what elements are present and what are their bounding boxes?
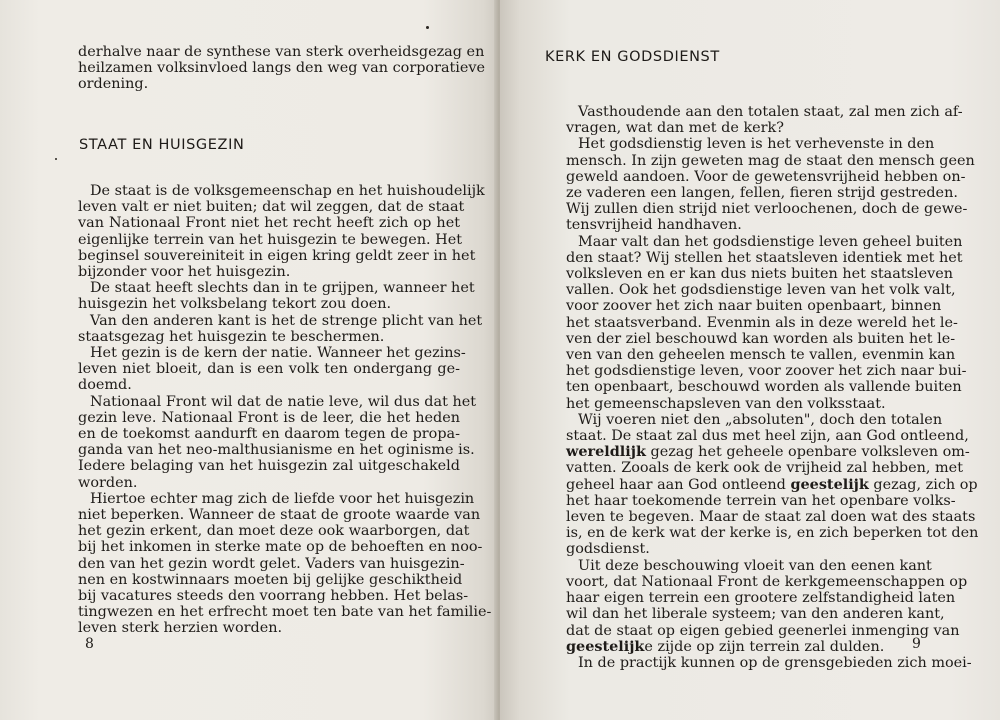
text-line: bij het inkomen in sterke mate op de behoeften en noo- [78, 539, 483, 556]
text-line: vatten. Zooals de kerk ook de vrijheid zal hebben, met [566, 460, 963, 477]
text-line: Van den anderen kant is het de strenge plicht van het [90, 312, 483, 329]
text-line: heilzamen volksinvloed langs den weg van corporatieve [78, 60, 486, 77]
text-line: nen en kostwinnaars moeten bij gelijke geschiktheid [78, 571, 463, 588]
text-line: De staat is de volksgemeenschap en het huishoudelijk [90, 183, 485, 199]
text-line: haar eigen terrein een grootere zelfstandigheid laten [566, 590, 956, 607]
text-line: geheel haar aan God ontleend geestelijk gezag, zich op [566, 475, 978, 493]
text-line: In de practijk kunnen op de grensgebieden zich moei- [578, 654, 972, 671]
text-line: leven niet bloeit, dan is een volk ten ondergang ge- [78, 361, 460, 378]
text-line: vallen. Ook het godsdienstige leven van het volk valt, [566, 282, 956, 299]
text-line: niet beperken. Wanneer de staat de groote waarde van [78, 507, 481, 524]
text-line: ven van den geheelen mensch te vallen, evenmin kan [566, 347, 956, 364]
text-line: bij vacatures steeds den voorrang hebben. Het belas- [78, 588, 469, 605]
text-line: het haar toekomende terrein van het openbare volks- [566, 492, 956, 509]
left-page-number: 8 [85, 636, 94, 652]
left-page [0, 0, 498, 720]
left-continuation-text [78, 44, 486, 93]
left-page-heading: STAAT EN HUISGEZIN [79, 137, 245, 153]
text-line: derhalve naar de synthese van sterk overheidsgezag en [78, 44, 485, 60]
right-body-text [566, 104, 979, 671]
text-line: Hiertoe echter mag zich de liefde voor het huisgezin [90, 490, 475, 507]
text-line: leven sterk herzien worden. [78, 620, 283, 637]
text-line: staatsgezag het huisgezin te beschermen. [78, 328, 385, 345]
text-line: staat. De staat zal dus met heel zijn, aan God ontleend, [566, 428, 969, 445]
text-line: den van het gezin wordt gelet. Vaders van huisgezin- [78, 555, 465, 572]
text-line: leven valt er niet buiten; dat wil zeggen, dat de staat [78, 199, 465, 216]
text-line: beginsel souvereiniteit in eigen kring geldt zeer in het [78, 247, 476, 264]
text-line: Wij voeren niet den „absoluten", doch den totalen [578, 411, 943, 428]
text-line: het gemeenschapsleven van den volksstaat. [566, 395, 886, 412]
text-line: Nationaal Front wil dat de natie leve, wil dus dat het [90, 393, 477, 410]
text-line: het gezin erkent, dan moet deze ook waarborgen, dat [78, 523, 470, 540]
text-line: vragen, wat dan met de kerk? [566, 120, 784, 137]
text-line: en de toekomst aandurft en daarom tegen de propa- [78, 426, 460, 443]
text-line: voort, dat Nationaal Front de kerkgemeenschappen op [566, 573, 968, 590]
text-line: godsdienst. [566, 541, 650, 558]
text-line: Het gezin is de kern der natie. Wanneer het gezins- [90, 345, 466, 362]
text-line: het staatsverband. Evenmin als in deze wereld het le- [566, 314, 958, 331]
text-line: tingwezen en het erfrecht moet ten bate van het familie- [78, 604, 492, 621]
text-line: ze vaderen een langen, fellen, fieren strijd gestreden. [566, 185, 958, 202]
emphasized-word: geestelijk [790, 475, 869, 493]
text-line: Wij zullen dien strijd niet verloochenen, doch de gewe- [566, 201, 968, 218]
text-line: eigenlijke terrein van het huisgezin te bewegen. Het [78, 231, 463, 248]
text-line: tensvrijheid handhaven. [566, 217, 742, 234]
right-page-heading: KERK EN GODSDIENST [545, 49, 720, 65]
text-line: bijzonder voor het huisgezin. [78, 264, 291, 281]
emphasized-word: wereldlijk [566, 443, 646, 461]
text-line: Maar valt dan het godsdienstige leven geheel buiten [578, 233, 963, 250]
text-line: leven te begeven. Maar de staat zal doen wat des staats [566, 509, 976, 526]
text-line: Het godsdienstig leven is het verhevenste in den [578, 136, 935, 153]
text-line: De staat heeft slechts dan in te grijpen, wanneer het [90, 280, 475, 297]
text-line: voor zoover het zich naar buiten openbaart, binnen [566, 298, 942, 315]
text-line: het godsdienstige leven, voor zoover het zich naar bui- [566, 363, 967, 380]
text-line: wil dan het liberale systeem; van den anderen kant, [566, 606, 945, 623]
emphasized-word: geestelijk [566, 637, 645, 655]
text-line: volksleven en er kan dus niets buiten het staatsleven [566, 266, 954, 283]
text-line: worden. [78, 474, 138, 491]
text-line: gezin leve. Nationaal Front is de leer, die het heden [78, 409, 460, 426]
text-line: den staat? Wij stellen het staatsleven identiek met het [566, 249, 963, 266]
text-line: ganda van het neo-malthusianisme en het oginisme is. [78, 442, 475, 459]
text-line: ordening. [78, 76, 149, 93]
text-line: Uit deze beschouwing vloeit van den eenen kant [578, 557, 932, 574]
text-line: ven der ziel beschouwd kan worden als buiten het le- [566, 330, 956, 347]
paper-speck [426, 26, 429, 29]
text-line: mensch. In zijn geweten mag de staat den mensch geen [566, 152, 975, 169]
text-line: geestelijke zijde op zijn terrein zal dulden. [566, 637, 885, 655]
text-line: wereldlijk gezag het geheele openbare volksleven om- [566, 443, 970, 461]
text-line: Iedere belaging van het huisgezin zal uitgeschakeld [78, 458, 460, 475]
text-line: geweld aandoen. Voor de gewetensvrijheid hebben on- [566, 168, 966, 185]
right-page-number: 9 [912, 636, 921, 652]
text-line: is, en de kerk wat der kerke is, en zich beperken tot den [566, 525, 979, 542]
text-line: ten openbaart, beschouwd worden als vallende buiten [566, 379, 962, 396]
left-body-text [78, 183, 492, 637]
text-line: van Nationaal Front niet het recht heeft zich op het [78, 215, 460, 232]
right-page [500, 0, 1000, 720]
text-line: doemd. [78, 377, 132, 394]
text-line: dat de staat op eigen gebied geenerlei inmenging van [566, 622, 960, 639]
text-line: Vasthoudende aan den totalen staat, zal men zich af- [578, 104, 963, 120]
text-line: huisgezin het volksbelang tekort zou doen. [78, 296, 392, 313]
paper-speck [55, 158, 57, 160]
